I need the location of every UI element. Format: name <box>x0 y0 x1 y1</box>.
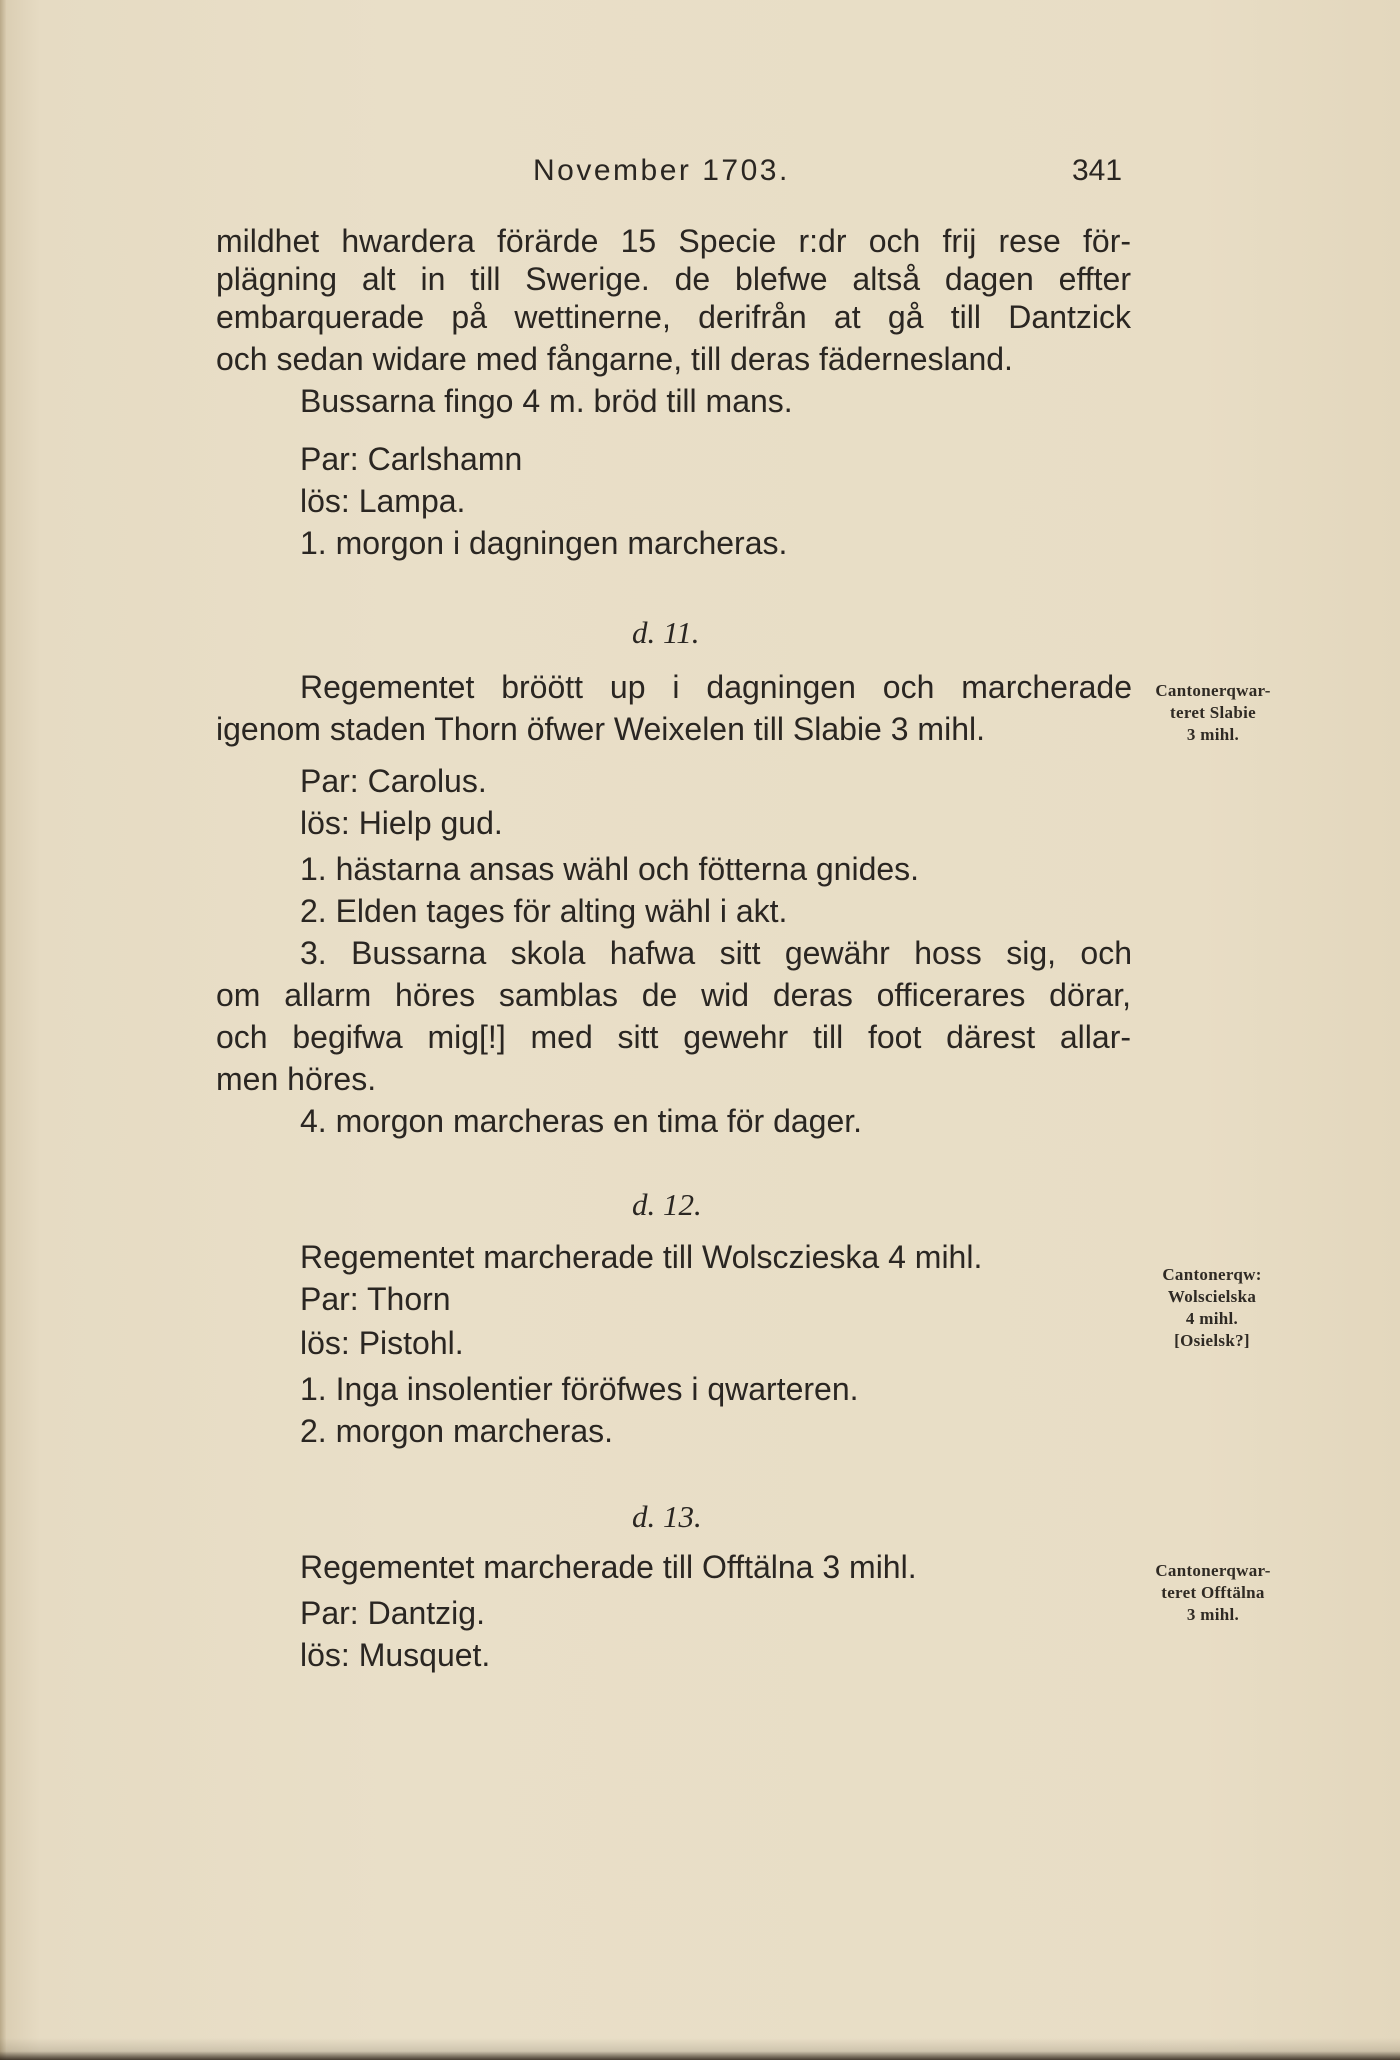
day-11-order-4: 4. morgon marcheras en tima för dager. <box>300 1103 863 1139</box>
day-13-heading: d. 13. <box>632 1499 702 1534</box>
day-11-para-line-1: Regementet bröött up i dagningen och marcherade <box>300 669 1132 705</box>
margin-note-line: Wolscielska <box>1167 1287 1257 1306</box>
day-11-cont-line-3: men höres. <box>216 1061 377 1097</box>
day-12-order-2: 2. morgon marcheras. <box>300 1413 614 1449</box>
day-12-para: Regementet marcherade till Wolsczieska 4 mihl. <box>300 1239 983 1275</box>
day-11-heading: d. 11. <box>632 615 700 650</box>
day-12-countersign: lös: Pistohl. <box>300 1325 464 1361</box>
margin-note-line: [Osielsk?] <box>1174 1331 1250 1350</box>
intro-countersign: lös: Lampa. <box>300 483 466 519</box>
day-12-heading: d. 12. <box>632 1187 702 1222</box>
page-number: 341 <box>1072 154 1123 187</box>
intro-line-3: embarquerade på wettinerne, derifrån at gå till Dantzick <box>216 299 1131 335</box>
day-11-order-1: 1. hästarna ansas wähl och fötterna gnides. <box>300 851 920 887</box>
day-11-countersign: lös: Hielp gud. <box>300 805 503 841</box>
page-bottom-edge <box>0 2038 1400 2060</box>
intro-parole: Par: Carlshamn <box>300 441 523 477</box>
margin-note-line: teret Slabie <box>1170 703 1256 722</box>
day-11-order-3: 3. Bussarna skola hafwa sitt gewähr hoss sig, och <box>300 935 1132 971</box>
running-head <box>0 154 1400 194</box>
day-11-para-line-2: igenom staden Thorn öfwer Weixelen till Slabie 3 mihl. <box>216 711 985 747</box>
page-spine <box>0 0 6 2060</box>
margin-note-line: Cantonerqwar- <box>1155 681 1271 700</box>
margin-note-line: Cantonerqw: <box>1162 1265 1262 1284</box>
day-13-para: Regementet marcherade till Offtälna 3 mihl. <box>300 1549 917 1585</box>
day-13-parole: Par: Dantzig. <box>300 1595 485 1631</box>
intro-line-2: plägning alt in till Swerige. de blefwe altså dagen effter <box>216 261 1131 297</box>
intro-rations: Bussarna fingo 4 m. bröd till mans. <box>300 383 793 419</box>
intro-order-1: 1. morgon i dagningen marcheras. <box>300 525 788 561</box>
margin-note-line: Cantonerqwar- <box>1155 1561 1271 1580</box>
day-13-margin-note <box>1120 1560 1306 1626</box>
day-12-margin-note <box>1132 1264 1292 1352</box>
day-12-parole: Par: Thorn <box>300 1281 451 1317</box>
day-13-countersign: lös: Musquet. <box>300 1637 491 1673</box>
running-head-title: November 1703. <box>533 154 790 187</box>
intro-line-4: och sedan widare med fångarne, till deras fädernesland. <box>216 341 1013 377</box>
margin-note-line: teret Offtälna <box>1161 1583 1265 1602</box>
day-12-order-1: 1. Inga insolentier föröfwes i qwarteren. <box>300 1371 859 1407</box>
day-11-cont-line-2: och begifwa mig[!] med sitt gewehr till foot därest allar- <box>216 1019 1131 1055</box>
day-11-parole: Par: Carolus. <box>300 763 487 799</box>
margin-note-line: 4 mihl. <box>1185 1309 1239 1328</box>
margin-note-line: 3 mihl. <box>1186 725 1240 744</box>
day-11-cont-line-1: om allarm höres samblas de wid deras officerares dörar, <box>216 977 1131 1013</box>
day-11-order-2: 2. Elden tages för alting wähl i akt. <box>300 893 788 929</box>
margin-note-line: 3 mihl. <box>1186 1605 1240 1624</box>
intro-line-1: mildhet hwardera förärde 15 Specie r:dr och frij rese för- <box>216 223 1131 259</box>
day-11-margin-note <box>1130 680 1296 746</box>
